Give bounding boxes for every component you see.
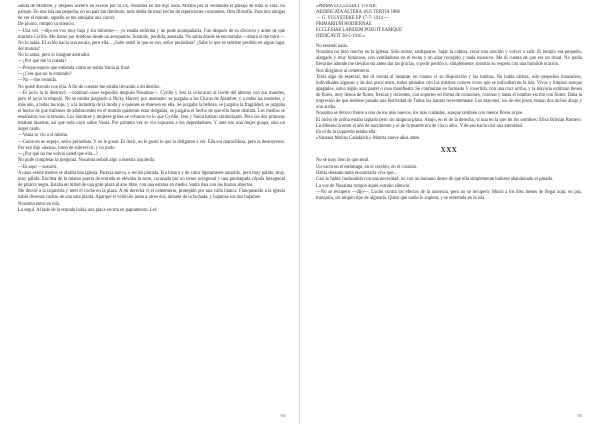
paragraph: Casi lo había confundido con una necesidad, no con un humano deseo de que ella simplemente hubiese abandonado el pasado. xyxy=(316,177,554,183)
paragraph: —¿Por qué no me volvió usted que ella...? xyxy=(18,151,98,157)
paragraph: Nos dirigimos al cementerio. xyxy=(316,68,371,74)
paragraph: —¿Por qué me lo cuenta? xyxy=(18,59,67,65)
paragraph: —El jucio la lo destruyó —continuó unos segundos después Nosaima—. Cyrille y Jess la colocaron al borde del abismo con sus muertes, pero el jucio la empujó. No se estaba juzgando a Nicky Harvey por asesinato: se juzgaba a las Chicas de Alambre, y a todas las modelos, y más aún, a todas las tops, y a la industria de la moda y a quienes se mueven en ella. Se juzgaba la belleza, se juzgaba la fragilidad, se juzgaba el hecho de que millones de adolescentes en el mundo quisieran estar delgadas, se juzgaba el hecho de que ella fuese distinta. Los medios se ensañaron con la tensión. Los hombres y mujeres grises se cebaron en lo que Cyrille, Jess y Vania habían simbolizado. Pero las dos primeras estaban muertas, así que todo cayó sobre Vania. Por primera vez se vio expuesta a los depredadores. Y ante eso una mujer guapa, sino un ángel caído. xyxy=(18,90,285,132)
paragraph: DEDICAVIT 30-5-1916.» xyxy=(316,34,366,40)
paragraph: salida de Malmoë, y después aceleró en exceso por la 2A. Nosaima no me dijo nada. Miraba por la ventanilla el paisaje de toda la vida. Su paisaje. En una isla tan pequeña, en un país tan diminuto, todo debía de estar hecho de repeticiones constantes. Otra filosofía. Para mis amigas de ver el mundo, aquello se me antojaba una cárcel. xyxy=(18,4,285,22)
paragraph: PRIMARIUM HODIERNAE xyxy=(316,22,372,28)
paragraph: No quise discutir con ella. A fin de cuentas me estaba llevando a mi destino. xyxy=(18,84,161,90)
paragraph: De pronto, rompió su silencio. xyxy=(18,22,76,28)
paragraph: —No —fue rotunda. xyxy=(18,78,57,84)
paragraph: En el de la izquierda estaba ella: xyxy=(316,130,377,136)
left-page-text xyxy=(18,4,285,406)
paragraph: Nosaima se detuvo frente a uno de los más nuevos, los más cuidados, aunque también con menos flores al pie. xyxy=(316,111,523,117)
paragraph: —Una vez —dijo en voz muy baja y sin mirarme—, yo estaba enferma y no pude acompañarla. Fue después de su divorcio y antes de que muriera Cyrille. Me llamó por teléfono desde un aeropuerto, llorando, perdida, asustada. No sabía dónde se encontraba —ahora sí me miró—. No lo sabía. El avión hacía una escala, pero ella... ¿Sabe usted lo que es eso, señor periodista? ¿Sabe lo que es sentirse perdido en algún lugar del mundo? xyxy=(18,28,285,52)
paragraph: No sé muy bien lo que sentí. xyxy=(316,158,370,164)
church-inscription xyxy=(316,4,582,40)
paragraph: «Vanessa Molins Cadafalch.» Muerta nueve años antes. xyxy=(316,136,421,142)
paragraph: Había deseado tanto encontrarla viva que... xyxy=(316,171,397,177)
paragraph: La seguí. Al lado de la entrada había una placa escrita en papiamento. Leí: xyxy=(18,207,158,213)
paragraph: No lo sabía, pero lo imaginé aterrador. xyxy=(18,53,91,59)
paragraph: —Es aquí —susurró. xyxy=(18,164,58,170)
left-page-number: 94 xyxy=(280,413,285,418)
paragraph: «PRIMA ECCLESIA 1 176 HIC xyxy=(316,4,378,9)
right-page xyxy=(300,0,600,424)
paragraph: No pude completar la pregunta. Nosaima señaló algo a nuestra izquierda. xyxy=(18,158,156,164)
paragraph: ECCLESIAE LAPIDEM POSUIT EAMQUE xyxy=(316,28,402,34)
paragraph: Nosaima entró en ella. xyxy=(18,201,61,207)
paragraph: Un vacío en el estómago, en el cerebro, en el corazón. xyxy=(316,164,418,170)
paragraph: Tenía algo de especial, me di cuenta al instante, en cuanto vi su disposición y las tumbas. No había nichos, sólo pequeños mausoleos, individuales algunos y de dos pisos otros, todos pintados con los mismos colores vivos que se utilizaban en la isla. Vivos y limpios aunque apagados, salvo algún azul pastel o rosa manifiesto. Se conmulían en formado V invertida, con una cruz arriba, y la mayoría exhibían llenos de flores, muy llenos de flores, frescas y recientes, con soportes en forma de corazones, coronas y hasta el nombre escrito con flores. Daba la impresión de que hubiese pasado una festividad de Todos los Santos recientemente. Los mayores, los de dos pisos, tenían dos nichos abajo y uno arriba. xyxy=(316,75,582,111)
paragraph: A unos veinte metros se alzaba una iglesia. Parecía nueva, o recién pintada. Era blanca y de color ligeramente amarillo, pero muy pálido, muy, muy pálido. Encima de la misma puerta de entrada se elevaba la torre, coronada por un tenue octogonal y una puntiaguda cúpula hexagonal de pizarra negra. Estaba en mitad de una gran plaza al aire libre, con una estatua en medio. Santa Ana con los brazos abiertos. xyxy=(18,170,285,188)
paragraph: Me desvié a la izquierda y metí el coche en la plaza. A mi derecha vi el cementerio, protegido por una valla blanca. Flanqueando a la iglesia había diversas casitas de una sola planta. Aparqué el vehículo junto a otros dos, delante de la fachada, y bajamos los dos bajamos. xyxy=(18,189,285,201)
paragraph: No entendí nada. xyxy=(316,44,348,50)
paragraph: —Como en un espejo, señor periodista. Y no le gustó. Es decir, no le gustó lo que la obligaron a ver. Ella era maravillosa, pero la destruyeron. Por eso dijo «basta», tomó de sobrevivir, y no pudo. xyxy=(18,139,285,151)
right-text-after-heading xyxy=(316,158,582,202)
paragraph: AEDIFICATA ALTERA 1831 TERTIA 1886 xyxy=(316,10,400,16)
paragraph: El nicho de arriba estaba tapiado pero sin ninguna placa. Abajo, en el de la derecha, vi una en la que leí los nombres: Elisa Briezan Romero. La diferencia entre el año de nacimiento y el de la muerte era de cinco años. Y de eso hacía casi una eternidad. xyxy=(316,117,582,129)
right-page-text xyxy=(316,4,582,406)
right-text-before-heading xyxy=(316,44,582,142)
right-page-number: 95 xyxy=(577,413,582,418)
paragraph: —Vania se vio a sí misma. xyxy=(18,133,68,139)
paragraph: —No se recuperó —dijo—. Luchó contra los efectos de la anorexia, pero no se recuperó. Murió a los diez meses de llegar aquí, en paz, tranquila, sin ningún tipo de algarada. Quiso que nadie lo supiera, y se enterrada en la isla. xyxy=(316,189,582,201)
paragraph: — G. VULYSTEKE EP 17-7- 1914 — xyxy=(316,16,389,22)
paragraph: La voz de Nosaima rompió aquel extraño silencio. xyxy=(316,183,411,189)
chapter-heading: XXX xyxy=(440,146,458,155)
paragraph: —Porque espero que entienda cómo se sentía Vania al final. xyxy=(18,65,131,71)
paragraph: Nosaima no hizo mucho en la iglesia. Sólo entrar, santiguarse, bajar la cabeza, rezar una oración y volver a salir. El templo era pequeño, alargado y muy luminoso, con ventiladores en el techo y un altar recogido y nada excesivo. Me di cuenta de que era un ritual. No podía llevarme adonde me llevaba sin antes dar las gracias, o pedir perdón o, simplemente, mostrar su respeto con una humilde oración. xyxy=(316,50,582,68)
paragraph: —¿Cree que no lo entiendo? xyxy=(18,71,72,77)
